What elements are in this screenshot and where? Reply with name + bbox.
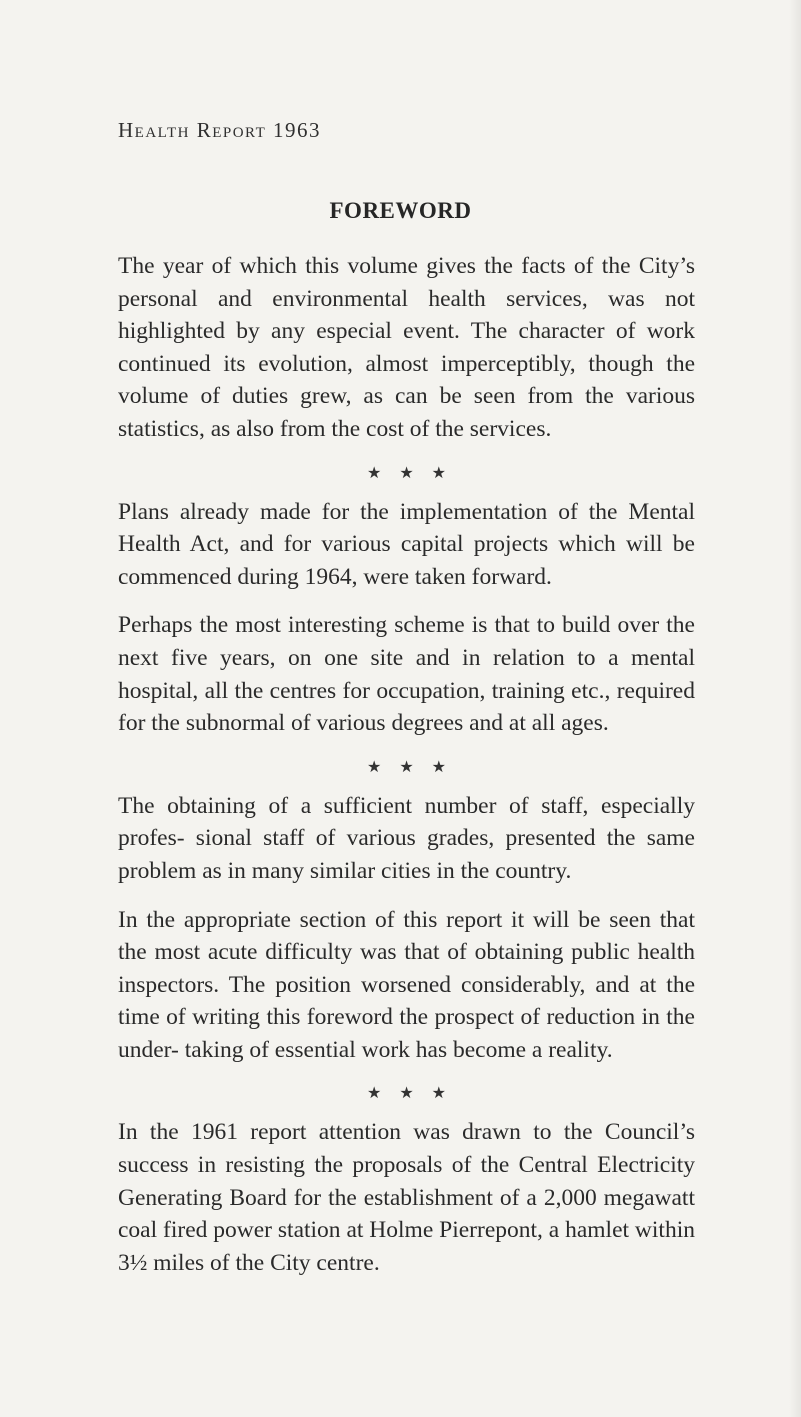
page-title: FOREWORD [329, 198, 472, 223]
foreword-body [118, 250, 695, 1295]
section-separator-stars: ★★★ [366, 758, 465, 776]
paragraph-1: The year of which this volume gives the facts of the City’s personal and environmental health services, was not highlighted by any especial event. The character of work continued its evolution, almost imperceptibly, though the volume of duties grew, as can be seen from the various statistics, as also from the cost of the services. [118, 253, 695, 442]
section-separator-stars: ★★★ [366, 464, 465, 482]
paragraph-6: In the 1961 report attention was drawn to the Council’s success in resisting the proposals of the Central Electricity Generating Board for the establishment of a 2,000 megawatt coal fired power station at Holme Pierrepont, a hamlet within 3½ miles of the City centre. [118, 1119, 695, 1276]
section-separator-stars: ★★★ [366, 1085, 465, 1103]
paragraph-3: Perhaps the most interesting scheme is that to build over the next five years, on one site and in relation to a mental hospital, all the centres for occupation, training etc., required for the subnormal of various degrees and at all ages. [118, 612, 695, 737]
running-head: Health Report 1963 [118, 118, 322, 142]
paragraph-2: Plans already made for the implementation of the Mental Health Act, and for various capital projects which will be commenced during 1964, were taken forward. [118, 498, 695, 590]
paragraph-4: The obtaining of a sufficient number of staff, especially profes- sional staff of various grades, presented the same problem as in many similar cities in the country. [118, 792, 695, 884]
paragraph-5: In the appropriate section of this report it will be seen that the most acute difficulty was that of obtaining public health inspectors. The position worsened considerably, and at the time of writing this foreword the prospect of reduction in the under- taking of essential work has become a reality. [118, 906, 695, 1063]
